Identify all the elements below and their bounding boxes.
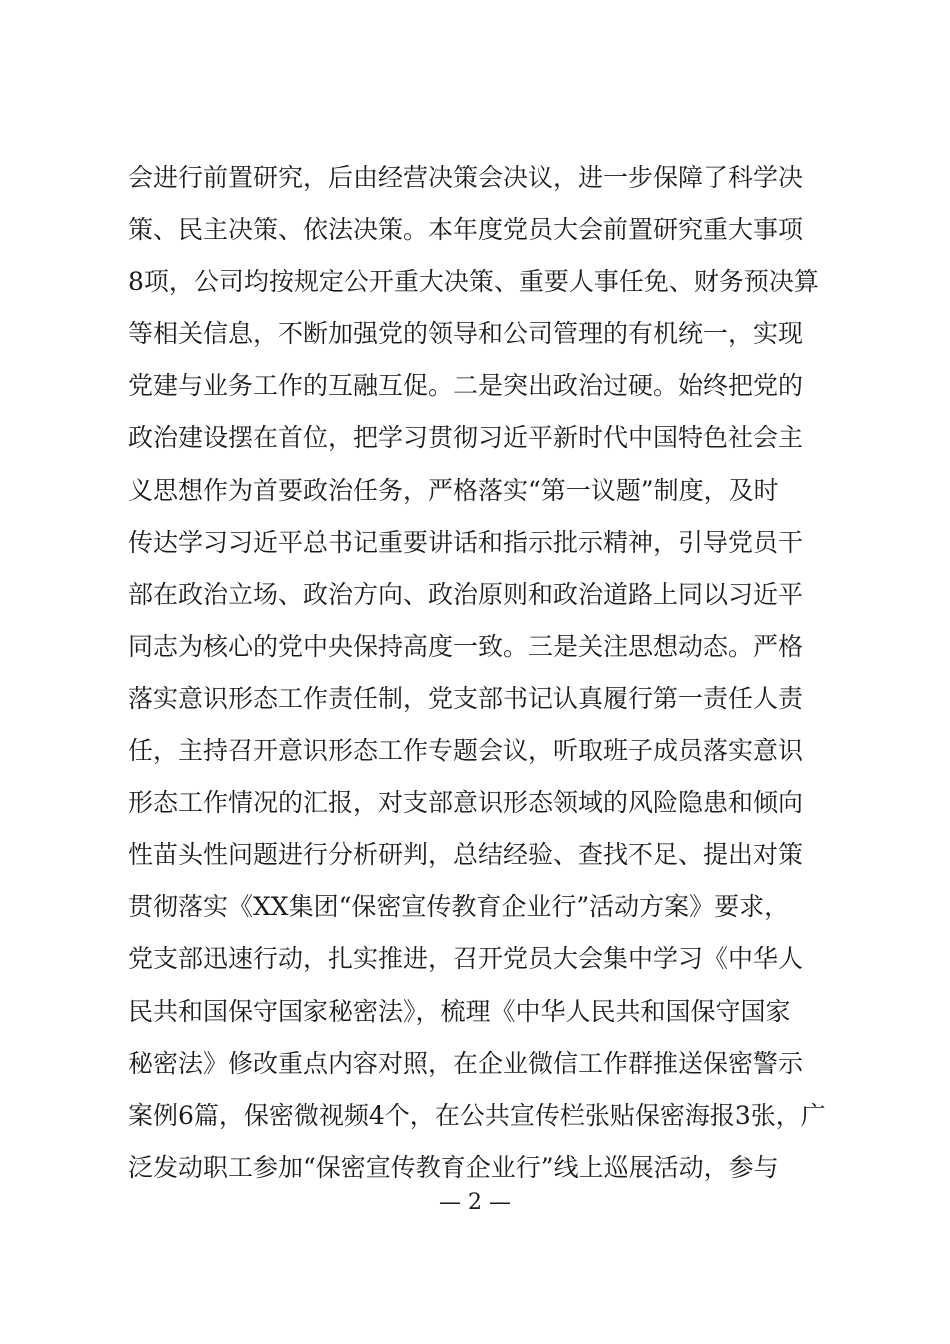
text-line: 党支部迅速行动，扎实推进，召开党员大会集中学习《中华人 — [128, 944, 804, 974]
text-line: 会进行前置研究，后由经营决策会决议，进一步保障了科学决 — [128, 163, 804, 192]
text-line: 传达学习习近平总书记重要讲话和指示批示精神，引导党员干 — [128, 527, 804, 557]
text-line: 义思想作为首要政治任务，严格落实“第一议题”制度，及时 — [128, 475, 779, 505]
text-line: 落实意识形态工作责任制，党支部书记认真履行第一责任人责 — [128, 683, 804, 713]
text-line: 性苗头性问题进行分析研判，总结经验、查找不足、提出对策 — [128, 840, 804, 870]
text-line: 贯彻落实《XX集团“保密宣传教育企业行”活动方案》要求， — [128, 892, 790, 922]
text-line: 等相关信息，不断加强党的领导和公司管理的有机统一，实现 — [128, 319, 804, 349]
text-line: 秘密法》修改重点内容对照，在企业微信工作群推送保密警示 — [128, 1048, 804, 1078]
text-line: 案例6篇，保密微视频4个，在公共宣传栏张贴保密海报3张，广 — [128, 1100, 826, 1130]
body-text — [128, 152, 858, 1194]
text-line: 部在政治立场、政治方向、政治原则和政治道路上同以习近平 — [128, 579, 804, 609]
text-line: 党建与业务工作的互融互促。二是突出政治过硬。始终把党的 — [128, 371, 804, 401]
page-number: — 2 — — [439, 1190, 511, 1215]
text-line: 形态工作情况的汇报，对支部意识形态领域的风险隐患和倾向 — [128, 788, 804, 818]
text-line: 任，主持召开意识形态工作专题会议，听取班子成员落实意识 — [128, 736, 804, 766]
text-line: 策、民主决策、依法决策。本年度党员大会前置研究重大事项 — [128, 215, 804, 245]
text-line: 同志为核心的党中央保持高度一致。三是关注思想动态。严格 — [128, 631, 804, 661]
text-line: 泛发动职工参加“保密宣传教育企业行”线上巡展活动，参与 — [128, 1152, 779, 1182]
text-line: 8项，公司均按规定公开重大决策、重要人事任免、财务预决算 — [128, 267, 819, 297]
text-line: 民共和国保守国家秘密法》，梳理《中华人民共和国保守国家 — [128, 996, 791, 1026]
text-line: 政治建设摆在首位，把学习贯彻习近平新时代中国特色社会主 — [128, 423, 804, 453]
